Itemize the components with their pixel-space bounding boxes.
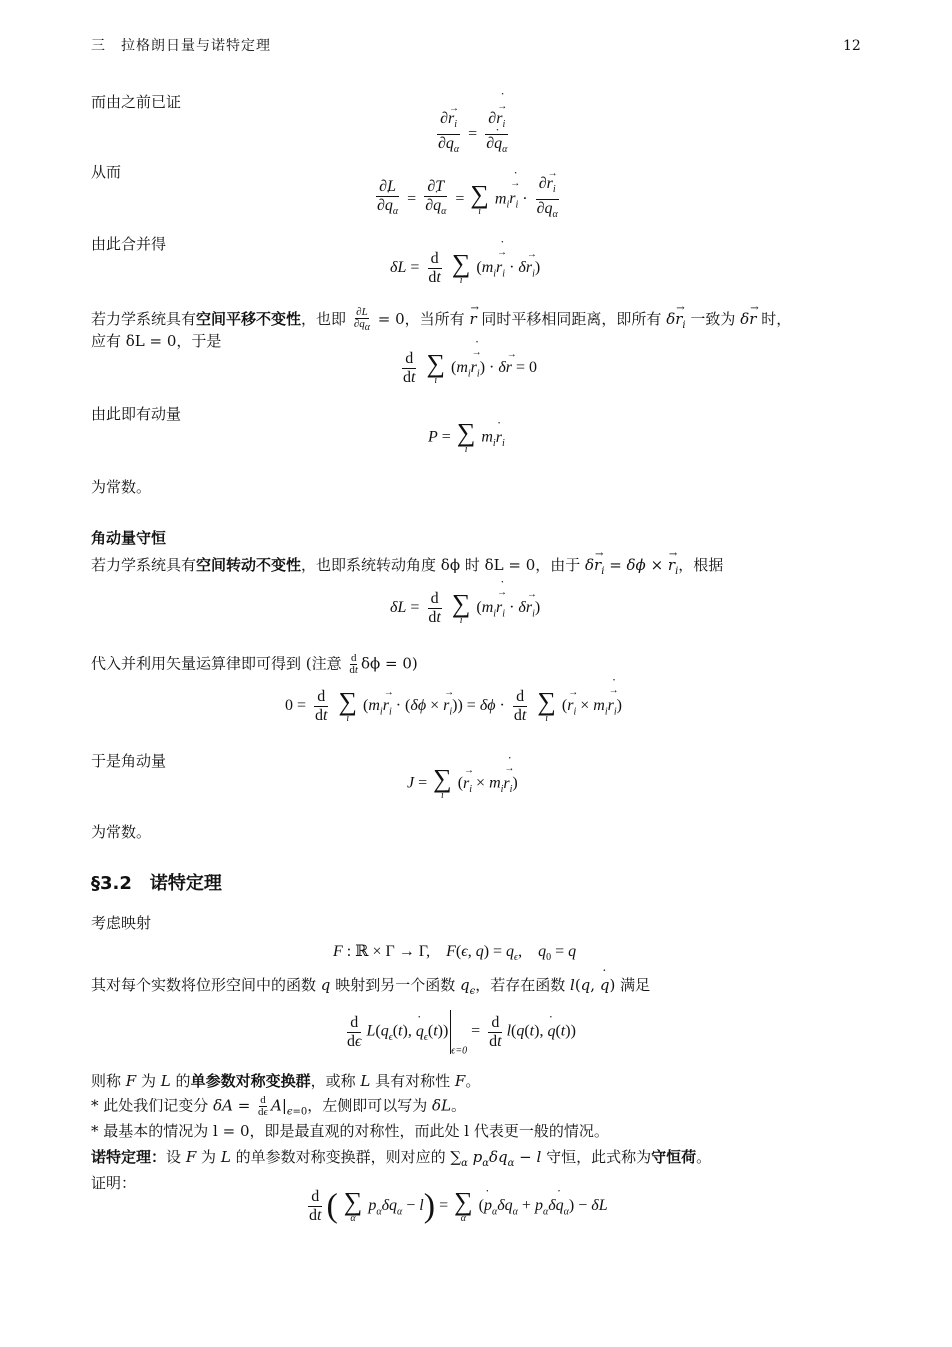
- section-heading: §3.2 诺特定理: [91, 873, 222, 894]
- paragraph: 若力学系统具有空间平移不变性，也即 $\frac{\partial L}{\partial q_\alpha}$ = 0，当所有 → r 同时平移相同距离，即所有 $\delta\to r_i$ 一致为 δ→ r 时，: [91, 307, 791, 336]
- paragraph: 于是角动量: [91, 752, 167, 770]
- footnote: * 此处我们记变分 δA = $\frac{d}{d\epsilon}$ $A|_{\epsilon=0}$，左侧即可以写为 δL。: [91, 1094, 467, 1118]
- paragraph: 证明：: [91, 1174, 137, 1192]
- equation-3: δL = $\frac{d}{dt}$ ∑ i ($m_i\to r$ $˙_i \cdot \delta\to r_i$): [390, 250, 540, 287]
- paragraph: 应有 δL = 0，于是: [91, 332, 222, 350]
- paragraph: 其对每个实数将位形空间中的函数 q 映射到另一个函数 $q_\epsilon$，若存在函数 l(q, ˙ q) 满足: [91, 975, 650, 1002]
- paragraph: 由此合并得: [91, 235, 167, 253]
- equation-4: $\frac{d}{dt}$ ∑ i ($m_i\to r$ $˙_i) \cdot \delta\to r = 0$: [398, 350, 537, 387]
- paragraph: 若力学系统具有空间转动不变性，也即系统转动角度 δϕ 时 δL = 0，由于 $\delta\to r_i = \delta\phi$ × → $r_i$，根据: [91, 555, 723, 582]
- equation-8: J = ∑ i (→ $r_i \times m_i\to r$ $˙_i$): [407, 767, 518, 801]
- equation-11: $\frac{d}{dt}$ ( ∑ α $p_\alpha\delta q_\alpha - l$) = ∑ α (˙ $p_\alpha\delta q_\alpha$ + $p_\alpha\delta˙$ $q_\alpha) - \delta L$: [304, 1188, 608, 1225]
- paragraph: 为常数。: [91, 823, 152, 841]
- paragraph: 诺特定理：设 F 为 L 的单参数对称变换群，则对应的 $\sum_\alpha$ $p_\alpha\delta q_\alpha - l$ 守恒，此式称为守恒荷。: [91, 1148, 712, 1169]
- paragraph: 代入并利用矢量运算律即可得到 (注意 $\frac{d}{dt}$ δϕ = 0): [91, 652, 418, 676]
- equation-10: $\frac{d}{d\epsilon}$ $L(q_\epsilon(t)$, ˙ $q_\epsilon(t))_{\epsilon=0}$ = $\frac{d}{dt}$ l(q(t), ˙ q(t)): [342, 1010, 576, 1057]
- equation-5: P = ∑ i $m_i˙$ $r_i$: [428, 421, 505, 455]
- paragraph: 考虑映射: [91, 914, 152, 932]
- running-header: 三 拉格朗日量与诺特定理: [91, 38, 271, 54]
- equation-7: 0 = $\frac{d}{dt}$ ∑ i ($m_i\to r_i \cdot (\delta\phi$ × → $r_i)) = \delta\phi$ · $\frac{d}{dt}$ ∑ i (→ $r_i \times m_i\to r$ $˙_i$): [285, 688, 622, 725]
- paragraph: 而由之前已证: [91, 93, 182, 111]
- equation-6: δL = $\frac{d}{dt}$ ∑ i ($m_i\to r$ $˙_i \cdot \delta\to r_i$): [390, 590, 540, 627]
- page-number: 12: [843, 38, 861, 54]
- equation-9: F : ℝ × Γ → Γ, F(ϵ, $q) = q_\epsilon$, $q_0 = q$: [333, 943, 577, 964]
- subsection-heading: 角动量守恒: [91, 529, 167, 547]
- equation-2: $\frac{\partial L}{\partial˙ q_\alpha}$ = $\frac{\partial T}{\partial˙ q_\alpha}$ = ∑ i $m_i\to r$ $˙_i$ · $\frac{\partial\to r_i}{\partial q_\alpha}$: [372, 175, 563, 224]
- paragraph: 为常数。: [91, 478, 152, 496]
- paragraph: 由此即有动量: [91, 405, 182, 423]
- paragraph: 则称 F 为 L 的单参数对称变换群，或称 L 具有对称性 F。: [91, 1072, 481, 1090]
- paragraph: 从而: [91, 163, 122, 181]
- footnote: * 最基本的情况为 l = 0，即是最直观的对称性，而此处 l 代表更一般的情况。: [91, 1122, 609, 1140]
- equation-1: $\frac{\partial\to r_i}{\partial q_\alpha}$ = $\frac{\partial\to r ˙_i}{\partial˙ q_\alpha}$: [433, 110, 512, 159]
